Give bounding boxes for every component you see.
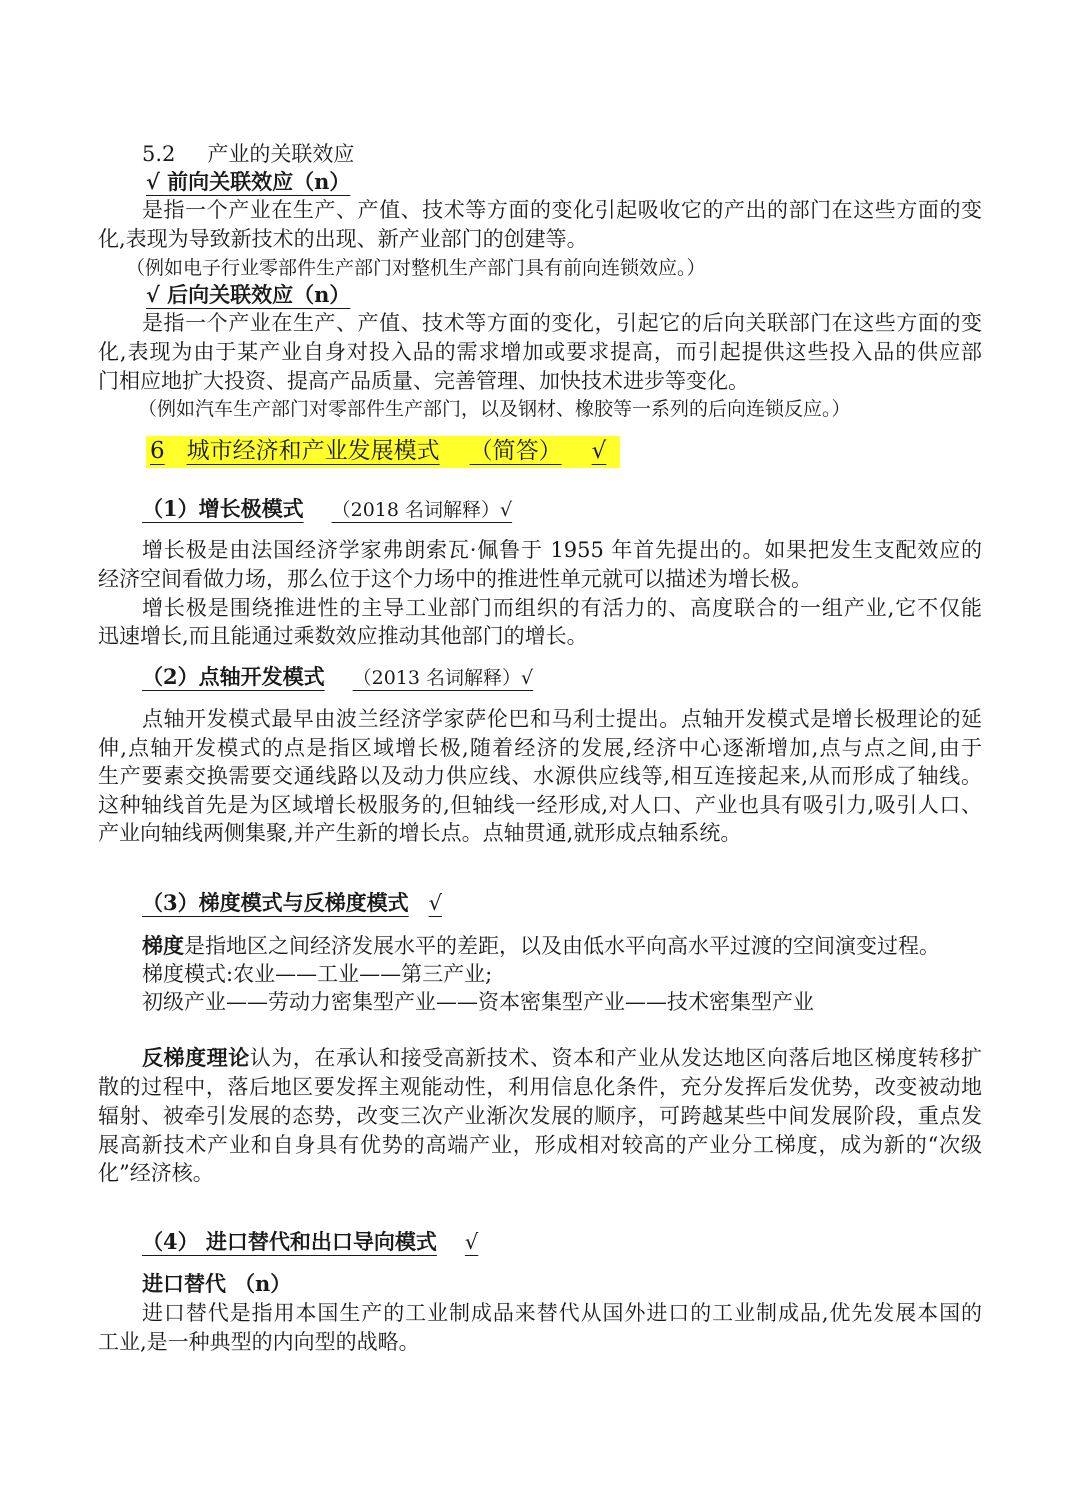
highlighted-heading (146, 436, 620, 468)
import-substitution-line: 进口替代是指用本国生产的工业制成品来替代从国外进口的工业制成品,优先发展本国的 (142, 1301, 982, 1325)
mode-2-text-line: 产业向轴线两侧集聚,并产生新的增长点。点轴贯通,就形成点轴系统。 (98, 821, 742, 845)
import-substitution-heading (142, 1270, 291, 1298)
section-6-tag: （简答） (469, 438, 562, 464)
mode-2-text-line: 生产要素交换需要交通线路以及动力供应线、水源供应线等,相互连接起来,从而形成了轴线。 (98, 764, 982, 788)
gradient-definition (142, 932, 940, 960)
section-title: 产业的关联效应 (207, 142, 355, 166)
anti-gradient-text: 认为，在承认和接受高新技术、资本和产业从发达地区向落后地区梯度转移扩 (249, 1046, 982, 1070)
gradient-term: 梯度 (142, 933, 184, 958)
mode-2-title: （2）点轴开发模式 (142, 664, 325, 689)
import-substitution-line: 工业,是一种典型的内向型的战略。 (98, 1330, 420, 1354)
mode-1-note: （2018 名词解释）√ (331, 499, 513, 521)
mode-3-heading (142, 889, 442, 917)
section-number: 5.2 (142, 142, 176, 166)
section-6-heading (146, 436, 620, 466)
mode-1-text-line: 经济空间看做力场，那么位于这个力场中的推进性单元就可以描述为增长极。 (98, 567, 812, 591)
backward-linkage-title: √ 后向关联效应（n） (146, 282, 351, 307)
mode-2-note: （2013 名词解释）√ (352, 667, 534, 689)
check-mark: √ (464, 1230, 479, 1254)
check-mark: √ (428, 891, 443, 915)
mode-3-title: （3）梯度模式与反梯度模式 (142, 890, 409, 915)
gradient-mode-line: 梯度模式:农业——工业——第三产业; (142, 962, 493, 986)
forward-def-line: 化,表现为导致新技术的出现、新产业部门的创建等。 (98, 227, 588, 251)
anti-gradient-line: 辐射、被牵引发展的态势，改变三次产业渐次发展的顺序，可跨越某些中间发展阶段，重点发 (98, 1104, 982, 1128)
forward-linkage-title: √ 前向关联效应（n） (146, 169, 351, 194)
backward-example: （例如汽车生产部门对零部件生产部门，以及钢材、橡胶等一系列的后向连锁反应。） (138, 398, 851, 420)
backward-def-line: 化,表现为由于某产业自身对投入品的需求增加或要求提高，而引起提供这些投入品的供应部 (98, 340, 982, 364)
mode-1-title: （1）增长极模式 (142, 496, 304, 521)
mode-1-heading (142, 495, 512, 524)
mode-4-title: （4） 进口替代和出口导向模式 (142, 1229, 437, 1254)
backward-def-line: 是指一个产业在生产、产值、技术等方面的变化，引起它的后向关联部门在这些方面的变 (142, 311, 982, 335)
backward-def-line: 门相应地扩大投资、提高产品质量、完善管理、加快技术进步等变化。 (98, 369, 749, 393)
mode-1-text-line: 迅速增长,而且能通过乘数效应推动其他部门的增长。 (98, 624, 588, 648)
import-substitution-term: 进口替代 (142, 1271, 226, 1296)
forward-example: （例如电子行业零部件生产部门对整机生产部门具有前向连锁效应。） (126, 257, 706, 279)
section-6-number: 6 (150, 438, 165, 464)
import-substitution-tag: （n） (234, 1271, 292, 1296)
check-mark: √ (591, 438, 607, 464)
mode-1-text-line: 增长极是由法国经济学家弗朗索瓦·佩鲁于 1955 年首先提出的。如果把发生支配效应的 (142, 538, 982, 562)
anti-gradient-line: 展高新技术产业和自身具有优势的高端产业，形成相对较高的产业分工梯度，成为新的“次级 (98, 1133, 982, 1157)
section-5-2-heading (142, 140, 354, 168)
mode-4-heading (142, 1228, 478, 1256)
section-6-title: 城市经济和产业发展模式 (186, 438, 440, 464)
mode-1-text-line: 增长极是围绕推进性的主导工业部门而组织的有活力的、高度联合的一组产业,它不仅能 (142, 596, 982, 620)
anti-gradient-line: 散的过程中，落后地区要发挥主观能动性，利用信息化条件，充分发挥后发优势，改变被动地 (98, 1075, 982, 1099)
mode-2-heading (142, 663, 533, 692)
anti-gradient-term: 反梯度理论 (142, 1045, 250, 1070)
forward-def-line: 是指一个产业在生产、产值、技术等方面的变化引起吸收它的产出的部门在这些方面的变 (142, 198, 982, 222)
anti-gradient-first-line (142, 1044, 982, 1072)
gradient-industry-line: 初级产业——劳动力密集型产业——资本密集型产业——技术密集型产业 (142, 990, 814, 1014)
mode-2-text-line: 点轴开发模式最早由波兰经济学家萨伦巴和马利士提出。点轴开发模式是增长极理论的延 (142, 707, 982, 731)
gradient-def: 是指地区之间经济发展水平的差距，以及由低水平向高水平过渡的空间演变过程。 (184, 934, 940, 958)
mode-2-text-line: 这种轴线首先是为区域增长极服务的,但轴线一经形成,对人口、产业也具有吸引力,吸引人口、 (98, 793, 982, 817)
anti-gradient-line: 化”经济核。 (98, 1161, 214, 1185)
mode-2-text-line: 伸,点轴开发模式的点是指区域增长极,随着经济的发展,经济中心逐渐增加,点与点之间,由于 (98, 736, 982, 760)
